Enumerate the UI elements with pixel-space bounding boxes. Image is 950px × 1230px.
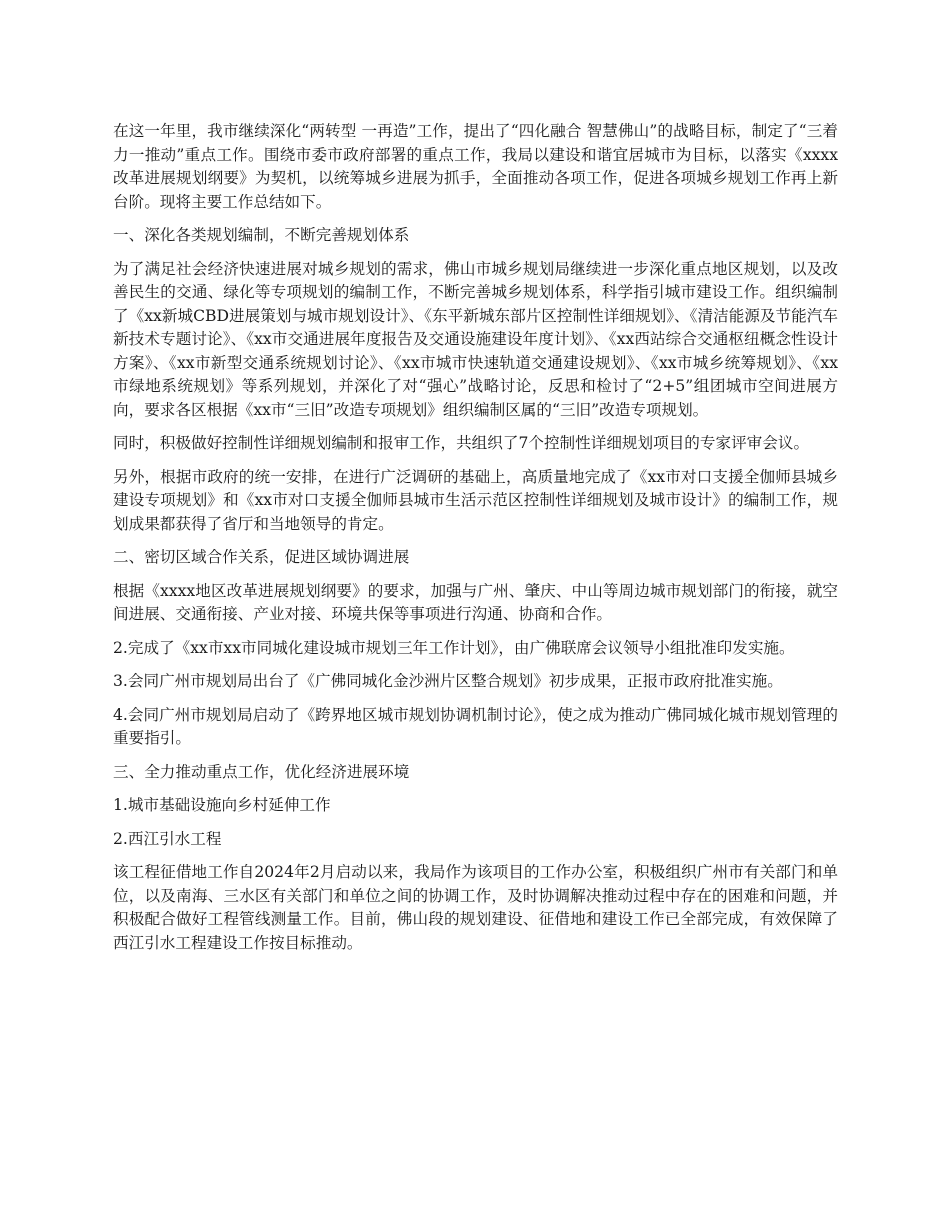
section-1-paragraph-1: 为了满足社会经济快速进展对城乡规划的需求，佛山市城乡规划局继续进一步深化重点地区规划，以及改善民生的交通、绿化等专项规划的编制工作，不断完善城乡规划体系，科学指引城市建设工作。组织编制了《xx新城CBD进展策划与城市规划设计》、《东平新城东部片区控制性详细规划》、《清洁能源及节能汽车新技术专题讨论》、《xx市交通进展年度报告及交通设施建设年度计划》、《xx西站综合交通枢纽概念性设计方案》、《xx市新型交通系统规划讨论》、《xx市城市快速轨道交通建设规划》、《xx市城乡统筹规划》、《xx市绿地系统规划》等系列规划，并深化了对“强心”战略讨论，反思和检讨了“2+5”组团城市空间进展方向，要求各区根据《xx市“三旧”改造专项规划》组织编制区属的“三旧”改造专项规划。: [113, 259, 838, 419]
document-body: [113, 120, 838, 965]
section-2-item-3: 3.会同广州市规划局出台了《广佛同城化金沙洲片区整合规划》初步成果，正报市政府批准实施。: [113, 672, 783, 690]
section-heading-2: 二、密切区域合作关系，促进区域协调进展: [113, 548, 410, 566]
section-2-item-4: 4.会同广州市规划局启动了《跨界地区城市规划协调机制讨论》，使之成为推动广佛同城化城市规划管理的重要指引。: [113, 705, 838, 747]
section-1-paragraph-3: 另外，根据市政府的统一安排，在进行广泛调研的基础上，高质量地完成了《xx市对口支援全伽师县城乡建设专项规划》和《xx市对口支援全伽师县城市生活示范区控制性详细规划及城市设计》的编制工作，规划成果都获得了省厅和当地领导的肯定。: [113, 467, 838, 533]
section-1-paragraph-2: 同时，积极做好控制性详细规划编制和报审工作，共组织了7个控制性详细规划项目的专家评审会议。: [113, 434, 810, 452]
section-heading-1: 一、深化各类规划编制，不断完善规划体系: [113, 226, 410, 244]
section-3-item-2: 2.西江引水工程: [113, 829, 222, 848]
section-3-item-1: 1.城市基础设施向乡村延伸工作: [113, 796, 331, 814]
section-2-paragraph-1: 根据《xxxx地区改革进展规划纲要》的要求，加强与广州、肇庆、中山等周边城市规划部门的衔接，就空间进展、交通衔接、产业对接、环境共保等事项进行沟通、协商和合作。: [113, 581, 838, 623]
section-heading-3: 三、全力推动重点工作，优化经济进展环境: [113, 762, 410, 781]
section-2-item-2: 2.完成了《xx市xx市同城化建设城市规划三年工作计划》，由广佛联席会议领导小组批准印发实施。: [113, 638, 795, 657]
intro-paragraph: 在这一年里，我市继续深化“两转型 一再造”工作，提出了“四化融合 智慧佛山”的战略目标，制定了“三着力一推动”重点工作。围绕市委市政府部署的重点工作，我局以建设和谐宜居城市为目标，以落实《xxxx改革进展规划纲要》为契机，以统筹城乡进展为抓手，全面推动各项工作，促进各项城乡规划工作再上新台阶。现将主要工作总结如下。: [113, 122, 838, 211]
section-3-paragraph-1: 该工程征借地工作自2024年2月启动以来，我局作为该项目的工作办公室，积极组织广州市有关部门和单位，以及南海、三水区有关部门和单位之间的协调工作，及时协调解决推动过程中存在的困难和问题，并积极配合做好工程管线测量工作。目前，佛山段的规划建设、征借地和建设工作已全部完成，有效保障了西江引水工程建设工作按目标推动。: [113, 863, 838, 952]
